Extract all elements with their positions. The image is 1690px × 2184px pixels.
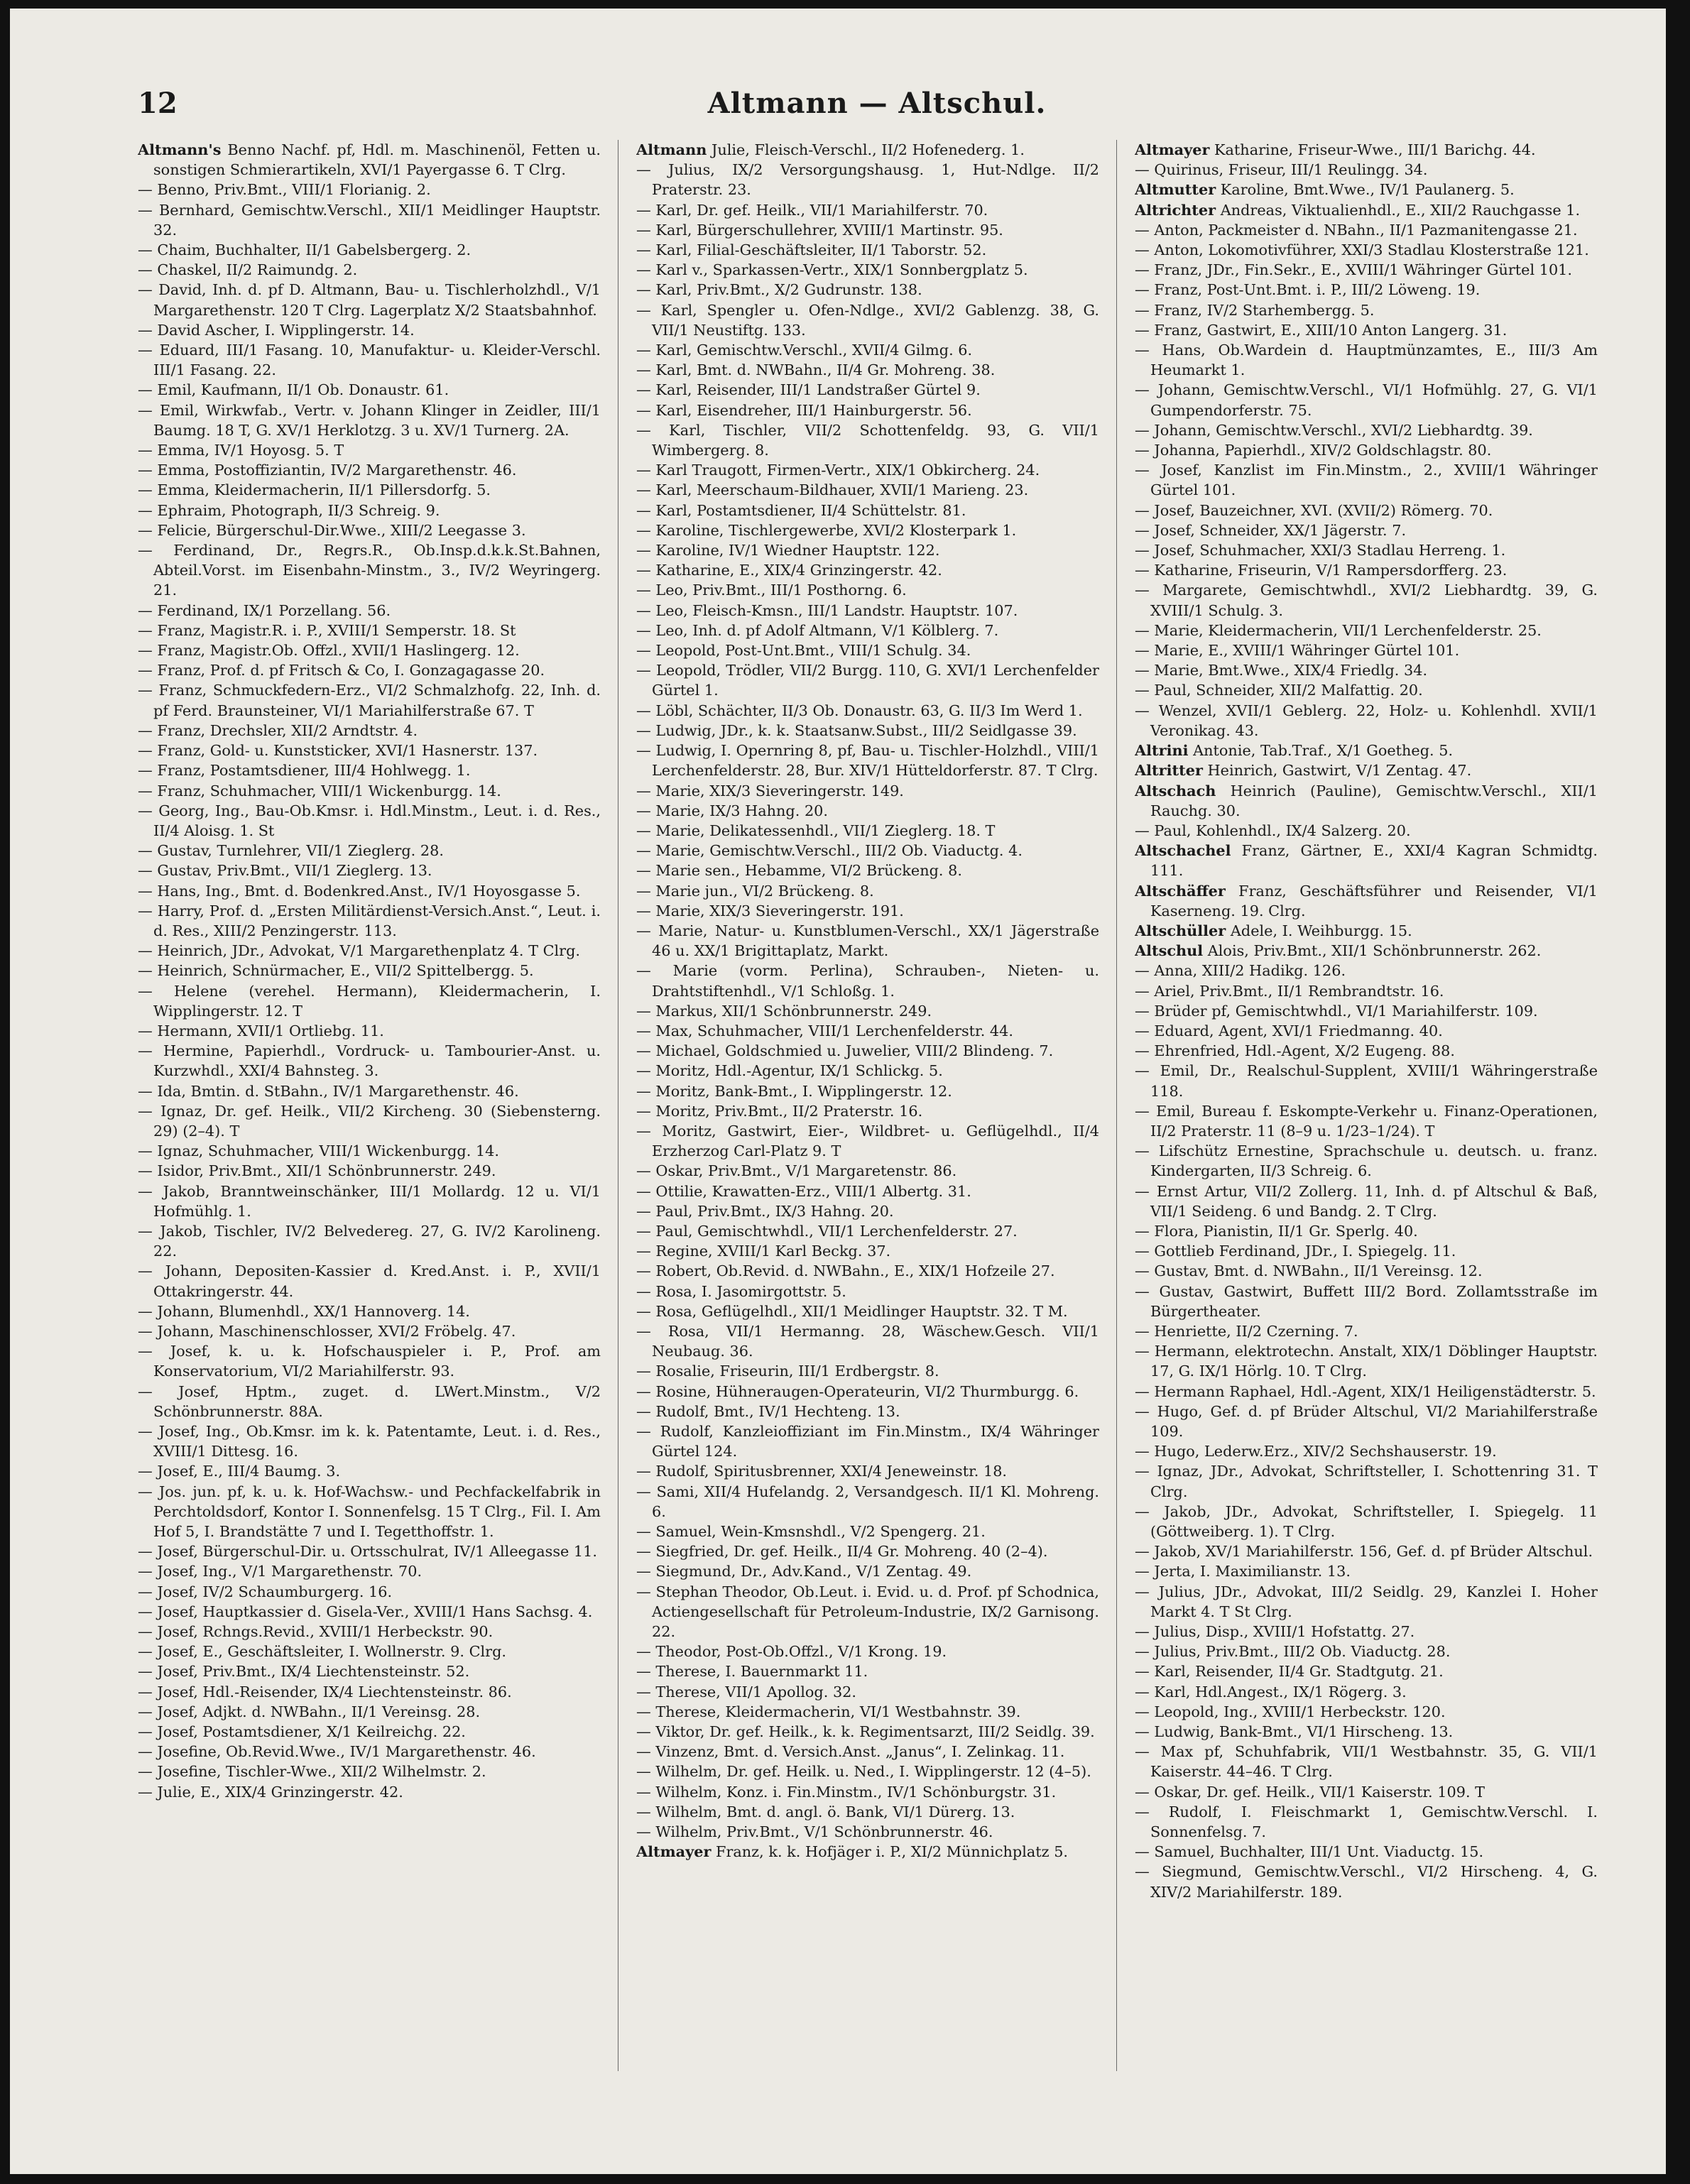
directory-entry: Altmann Julie, Fleisch-Verschl., II/2 Hofenederg. 1. <box>636 141 1025 158</box>
directory-entry: — Anton, Packmeister d. NBahn., II/1 Pazmanitengasse 21. <box>1135 221 1578 239</box>
directory-entry: — Jakob, Branntweinschänker, III/1 Mollardg. 12 u. VI/1 Hofmühlg. 1. <box>138 1182 601 1220</box>
directory-entry: — Samuel, Buchhalter, III/1 Unt. Viaductg. 15. <box>1135 1843 1484 1861</box>
directory-entry: — Karl, Priv.Bmt., X/2 Gudrunstr. 138. <box>636 281 922 299</box>
directory-entry: — Moritz, Priv.Bmt., II/2 Praterstr. 16. <box>636 1102 923 1120</box>
directory-entry: Altschach Heinrich (Pauline), Gemischtw.Verschl., XII/1 Rauchg. 30. <box>1135 781 1598 819</box>
directory-entry: — Oskar, Priv.Bmt., V/1 Margaretenstr. 86. <box>636 1162 957 1180</box>
directory-entry: — Margarete, Gemischtwhdl., XVI/2 Liebhardtg. 39, G. XVIII/1 Schulg. 3. <box>1135 582 1598 619</box>
directory-columns <box>138 140 1601 2071</box>
directory-entry: — Gottlieb Ferdinand, JDr., I. Spiegelg. 11. <box>1135 1243 1456 1260</box>
directory-entry: — Leopold, Trödler, VII/2 Burgg. 110, G. XVI/1 Lerchenfelder Gürtel 1. <box>636 662 1099 699</box>
column-divider <box>1116 140 1117 2071</box>
directory-entry: — Ludwig, I. Opernring 8, pf, Bau- u. Tischler-Holzhdl., VIII/1 Lerchenfelderstr. 28, Bur. XIV/1 Hütteldorferstr. 87. T Clrg. <box>636 742 1099 780</box>
directory-entry: — Moritz, Gastwirt, Eier-, Wildbret- u. Geflügelhdl., II/4 Erzherzog Carl-Platz 9. T <box>636 1122 1099 1160</box>
directory-entry: — Stephan Theodor, Ob.Leut. i. Evid. u. d. Prof. pf Schodnica, Actiengesellschaft für Petroleum-Industrie, IX/2 Garnisong. 22. <box>636 1583 1099 1641</box>
directory-entry: — Marie (vorm. Perlina), Schrauben-, Nieten- u. Drahtstiftenhdl., V/1 Schloßg. 1. <box>636 962 1099 1000</box>
directory-entry: — Josef, Hptm., zuget. d. LWert.Minstm., V/2 Schönbrunnerstr. 88A. <box>138 1382 601 1420</box>
directory-entry: — Josefine, Tischler-Wwe., XII/2 Wilhelmstr. 2. <box>138 1763 486 1781</box>
directory-entry: — Josef, Rchngs.Revid., XVIII/1 Herbeckstr. 90. <box>138 1623 494 1641</box>
directory-entry: — Julius, IX/2 Versorgungshausg. 1, Hut-Ndlge. II/2 Praterstr. 23. <box>636 161 1099 199</box>
directory-entry: — Therese, Kleidermacherin, VI/1 Westbahnstr. 39. <box>636 1703 1021 1720</box>
directory-entry: — Max pf, Schuhfabrik, VII/1 Westbahnstr. 35, G. VII/1 Kaiserstr. 44–46. T Clrg. <box>1135 1743 1598 1781</box>
directory-entry: Altritter Heinrich, Gastwirt, V/1 Zentag. 47. <box>1135 761 1472 780</box>
column-3 <box>1135 140 1598 2071</box>
page-number: 12 <box>138 87 178 120</box>
directory-entry: — Chaskel, II/2 Raimundg. 2. <box>138 261 358 279</box>
directory-entry: — Ernst Artur, VII/2 Zollerg. 11, Inh. d. pf Altschul & Baß, VII/1 Seideng. 6 und Bandg. 2. T Clrg. <box>1135 1182 1598 1220</box>
directory-entry: — Franz, Gold- u. Kunststicker, XVI/1 Hasnerstr. 137. <box>138 742 538 760</box>
directory-entry: — Karl, Tischler, VII/2 Schottenfeldg. 93, G. VII/1 Wimbergerg. 8. <box>636 421 1099 459</box>
directory-entry: — Marie sen., Hebamme, VI/2 Brückeng. 8. <box>636 862 962 880</box>
directory-entry: — Rosa, VII/1 Hermanng. 28, Wäschew.Gesch. VII/1 Neubaug. 36. <box>636 1322 1099 1360</box>
directory-entry: — Paul, Priv.Bmt., IX/3 Hahng. 20. <box>636 1202 894 1220</box>
directory-entry: — Helene (verehel. Hermann), Kleidermacherin, I. Wipplingerstr. 12. T <box>138 982 601 1020</box>
directory-entry: — Karoline, IV/1 Wiedner Hauptstr. 122. <box>636 542 940 559</box>
directory-entry: — Anna, XIII/2 Hadikg. 126. <box>1135 962 1346 980</box>
directory-entry: — Vinzenz, Bmt. d. Versich.Anst. „Janus“, I. Zelinkag. 11. <box>636 1743 1065 1761</box>
directory-entry: — Ferdinand, IX/1 Porzellang. 56. <box>138 601 391 619</box>
directory-entry: — Hugo, Gef. d. pf Brüder Altschul, VI/2 Mariahilferstraße 109. <box>1135 1402 1598 1440</box>
directory-entry: Altschachel Franz, Gärtner, E., XXI/4 Kagran Schmidtg. 111. <box>1135 841 1598 880</box>
directory-entry: — Julius, Disp., XVIII/1 Hofstattg. 27. <box>1135 1623 1415 1641</box>
directory-entry: — Josef, E., Geschäftsleiter, I. Wollnerstr. 9. Clrg. <box>138 1643 507 1661</box>
directory-entry: — Marie jun., VI/2 Brückeng. 8. <box>636 882 874 900</box>
directory-entry: — Felicie, Bürgerschul-Dir.Wwe., XIII/2 Leegasse 3. <box>138 521 526 539</box>
directory-entry: — Josef, Priv.Bmt., IX/4 Liechtensteinstr. 52. <box>138 1663 470 1681</box>
directory-entry: — Josef, Hdl.-Reisender, IX/4 Liechtensteinstr. 86. <box>138 1683 512 1700</box>
directory-entry: — Hugo, Lederw.Erz., XIV/2 Sechshauserstr. 19. <box>1135 1443 1497 1460</box>
directory-entry: — Gustav, Bmt. d. NWBahn., II/1 Vereinsg. 12. <box>1135 1262 1483 1280</box>
directory-entry: — Max, Schuhmacher, VIII/1 Lerchenfelderstr. 44. <box>636 1022 1013 1039</box>
directory-entry: — Sami, XII/4 Hufelandg. 2, Versandgesch. II/1 Kl. Mohreng. 6. <box>636 1483 1099 1520</box>
directory-entry: — Katharine, E., XIX/4 Grinzingerstr. 42. <box>636 562 942 579</box>
directory-entry: — Julie, E., XIX/4 Grinzingerstr. 42. <box>138 1783 403 1801</box>
directory-entry: — Gustav, Gastwirt, Buffett III/2 Bord. Zollamtsstraße im Bürgertheater. <box>1135 1282 1598 1320</box>
directory-entry: — Marie, Delikatessenhdl., VII/1 Zieglerg. 18. T <box>636 821 996 839</box>
directory-entry: — Johann, Gemischtw.Verschl., VI/1 Hofmühlg. 27, G. VI/1 Gumpendorferstr. 75. <box>1135 381 1598 419</box>
directory-entry: — Eduard, III/1 Fasang. 10, Manufaktur- u. Kleider-Verschl. III/1 Fasang. 22. <box>138 342 601 379</box>
directory-entry: — Heinrich, JDr., Advokat, V/1 Margarethenplatz 4. T Clrg. <box>138 942 581 960</box>
directory-entry: — Hermine, Papierhdl., Vordruck- u. Tambourier-Anst. u. Kurzwhdl., XXI/4 Bahnsteg. 3. <box>138 1042 601 1080</box>
directory-entry: — Emma, Kleidermacherin, II/1 Pillersdorfg. 5. <box>138 481 491 499</box>
directory-entry: — Hermann, XVII/1 Ortliebg. 11. <box>138 1022 384 1039</box>
directory-entry: — Leo, Fleisch-Kmsn., III/1 Landstr. Hauptstr. 107. <box>636 601 1018 619</box>
directory-entry: — Marie, Natur- u. Kunstblumen-Verschl., XX/1 Jägerstraße 46 u. XX/1 Brigittaplatz, Markt. <box>636 922 1099 960</box>
directory-entry: — Franz, Postamtsdiener, III/4 Hohlwegg. 1. <box>138 762 471 780</box>
directory-entry: — Josef, Postamtsdiener, X/1 Keilreichg. 22. <box>138 1723 466 1741</box>
directory-entry: — Rosa, I. Jasomirgottstr. 5. <box>636 1282 846 1300</box>
directory-entry: — Regine, XVIII/1 Karl Beckg. 37. <box>636 1243 891 1260</box>
directory-entry: — Therese, I. Bauernmarkt 11. <box>636 1663 868 1681</box>
directory-entry: — Bernhard, Gemischtw.Verschl., XII/1 Meidlinger Hauptstr. 32. <box>138 201 601 239</box>
directory-entry: — Rosalie, Friseurin, III/1 Erdbergstr. 8. <box>636 1363 939 1380</box>
directory-entry: — Robert, Ob.Revid. d. NWBahn., E., XIX/1 Hofzeile 27. <box>636 1262 1055 1280</box>
directory-entry: — Josef, Kanzlist im Fin.Minstm., 2., XVIII/1 Währinger Gürtel 101. <box>1135 462 1598 499</box>
directory-entry: — Johann, Maschinenschlosser, XVI/2 Fröbelg. 47. <box>138 1322 516 1340</box>
directory-entry: Altmann's Benno Nachf. pf, Hdl. m. Maschinenöl, Fetten u. sonstigen Schmierartikeln, XVI/1 Payergasse 6. T Clrg. <box>138 141 601 179</box>
directory-entry: — Moritz, Bank-Bmt., I. Wipplingerstr. 12. <box>636 1082 952 1100</box>
directory-entry: — Jakob, Tischler, IV/2 Belvedereg. 27, G. IV/2 Karolineng. 22. <box>138 1222 601 1260</box>
directory-entry: — Ignaz, JDr., Advokat, Schriftsteller, I. Schottenring 31. T Clrg. <box>1135 1463 1598 1500</box>
directory-entry: — Karl, Filial-Geschäftsleiter, II/1 Taborstr. 52. <box>636 241 987 259</box>
directory-entry: — Emil, Kaufmann, II/1 Ob. Donaustr. 61. <box>138 381 449 399</box>
directory-entry: — Marie, Gemischtw.Verschl., III/2 Ob. Viaductg. 4. <box>636 842 1023 860</box>
directory-entry: — Ludwig, JDr., k. k. Staatsanw.Subst., III/2 Seidlgasse 39. <box>636 721 1077 739</box>
directory-entry: — Emil, Wirkwfab., Vertr. v. Johann Klinger in Zeidler, III/1 Baumg. 18 T, G. XV/1 Herklotzg. 3 u. XV/1 Turnerg. 2A. <box>138 401 601 439</box>
directory-entry: — Isidor, Priv.Bmt., XII/1 Schönbrunnerstr. 249. <box>138 1162 496 1180</box>
directory-entry: — Marie, XIX/3 Sieveringerstr. 149. <box>636 782 904 799</box>
directory-entry: — Franz, Schuhmacher, VIII/1 Wickenburgg. 14. <box>138 782 501 799</box>
directory-entry: — Hans, Ing., Bmt. d. Bodenkred.Anst., IV/1 Hoyosgasse 5. <box>138 882 581 900</box>
directory-entry: — Emil, Dr., Realschul-Supplent, XVIII/1 Währingerstraße 118. <box>1135 1062 1598 1100</box>
directory-entry: — Wilhelm, Konz. i. Fin.Minstm., IV/1 Schönburgstr. 31. <box>636 1783 1057 1801</box>
directory-entry: — Löbl, Schächter, II/3 Ob. Donaustr. 63, G. II/3 Im Werd 1. <box>636 701 1083 719</box>
directory-entry: — Paul, Kohlenhdl., IX/4 Salzerg. 20. <box>1135 821 1411 839</box>
directory-entry: — Gustav, Turnlehrer, VII/1 Zieglerg. 28. <box>138 842 444 860</box>
directory-entry: — Karl Traugott, Firmen-Vertr., XIX/1 Obkircherg. 24. <box>636 462 1040 479</box>
directory-entry: Altschäffer Franz, Geschäftsführer und Reisender, VI/1 Kaserneng. 19. Clrg. <box>1135 881 1598 919</box>
directory-entry: — Josef, IV/2 Schaumburgerg. 16. <box>138 1583 393 1600</box>
directory-entry: — Paul, Gemischtwhdl., VII/1 Lerchenfelderstr. 27. <box>636 1222 1018 1240</box>
directory-entry: Altrini Antonie, Tab.Traf., X/1 Goetheg. 5. <box>1135 741 1454 760</box>
directory-entry: — Karl, Meerschaum-Bildhauer, XVII/1 Marieng. 23. <box>636 481 1029 499</box>
column-1 <box>138 140 601 2071</box>
directory-entry: — Franz, Prof. d. pf Fritsch & Co, I. Gonzagagasse 20. <box>138 662 545 679</box>
directory-entry: — Wilhelm, Priv.Bmt., V/1 Schönbrunnerstr. 46. <box>636 1823 993 1841</box>
directory-entry: — Josefine, Ob.Revid.Wwe., IV/1 Margarethenstr. 46. <box>138 1743 536 1761</box>
directory-entry: Altmutter Karoline, Bmt.Wwe., IV/1 Paulanerg. 5. <box>1135 180 1515 199</box>
directory-entry: Altrichter Andreas, Viktualienhdl., E., XII/2 Rauchgasse 1. <box>1135 200 1581 219</box>
directory-entry: — Hermann Raphael, Hdl.-Agent, XIX/1 Heiligenstädterstr. 5. <box>1135 1382 1596 1400</box>
directory-entry: — Wilhelm, Dr. gef. Heilk. u. Ned., I. Wipplingerstr. 12 (4–5). <box>636 1763 1091 1781</box>
directory-entry: — Ephraim, Photograph, II/3 Schreig. 9. <box>138 501 440 519</box>
directory-entry: — Paul, Schneider, XII/2 Malfattig. 20. <box>1135 682 1423 699</box>
directory-entry: — Rudolf, Spiritusbrenner, XXI/4 Jeneweinstr. 18. <box>636 1463 1008 1480</box>
directory-entry: — Jerta, I. Maximilianstr. 13. <box>1135 1563 1351 1580</box>
directory-entry: — Henriette, II/2 Czerning. 7. <box>1135 1322 1358 1340</box>
directory-entry: — Karl, Bürgerschullehrer, XVIII/1 Martinstr. 95. <box>636 221 1003 239</box>
directory-entry: — Franz, Schmuckfedern-Erz., VI/2 Schmalzhofg. 22, Inh. d. pf Ferd. Braunsteiner, VI/1 Mariahilferstraße 67. T <box>138 682 601 719</box>
directory-entry: — Anton, Lokomotivführer, XXI/3 Stadlau Klosterstraße 121. <box>1135 241 1589 259</box>
directory-entry: Altschüller Adele, I. Weihburgg. 15. <box>1135 921 1412 939</box>
directory-entry: — Karl, Gemischtw.Verschl., XVII/4 Gilmg. 6. <box>636 342 973 359</box>
directory-entry: — Rudolf, Kanzleioffiziant im Fin.Minstm., IX/4 Währinger Gürtel 124. <box>636 1423 1099 1460</box>
directory-entry: — Emil, Bureau f. Eskompte-Verkehr u. Finanz-Operationen, II/2 Praterstr. 11 (8–9 u. 1/23–1/24). T <box>1135 1102 1598 1140</box>
directory-entry: — Samuel, Wein-Kmsnshdl., V/2 Spengerg. 21. <box>636 1523 986 1541</box>
directory-entry: — Eduard, Agent, XVI/1 Friedmanng. 40. <box>1135 1022 1443 1039</box>
directory-entry: — Franz, JDr., Fin.Sekr., E., XVIII/1 Währinger Gürtel 101. <box>1135 261 1573 279</box>
directory-entry: — Franz, Gastwirt, E., XIII/10 Anton Langerg. 31. <box>1135 321 1508 339</box>
directory-entry: — Ludwig, Bank-Bmt., VI/1 Hirscheng. 13. <box>1135 1723 1454 1741</box>
directory-entry: — Therese, VII/1 Apollog. 32. <box>636 1683 857 1700</box>
directory-entry: — Josef, Schneider, XX/1 Jägerstr. 7. <box>1135 521 1407 539</box>
directory-entry: — Oskar, Dr. gef. Heilk., VII/1 Kaiserstr. 109. T <box>1135 1783 1485 1801</box>
directory-entry: — Johanna, Papierhdl., XIV/2 Goldschlagstr. 80. <box>1135 442 1492 459</box>
directory-entry: — Karl, Eisendreher, III/1 Hainburgerstr. 56. <box>636 401 972 419</box>
directory-entry: — Marie, Bmt.Wwe., XIX/4 Friedlg. 34. <box>1135 662 1428 679</box>
directory-page <box>10 9 1666 2174</box>
directory-entry: Altmayer Katharine, Friseur-Wwe., III/1 Barichg. 44. <box>1135 141 1536 158</box>
directory-entry: — Karoline, Tischlergewerbe, XVI/2 Klosterpark 1. <box>636 521 1017 539</box>
directory-entry: — Wenzel, XVII/1 Geblerg. 22, Holz- u. Kohlenhdl. XVII/1 Veronikag. 43. <box>1135 701 1598 739</box>
directory-entry: Altmayer Franz, k. k. Hofjäger i. P., XI/2 Münnichplatz 5. <box>636 1842 1069 1861</box>
directory-entry: — Marie, XIX/3 Sieveringerstr. 191. <box>636 902 904 919</box>
directory-entry: — Wilhelm, Bmt. d. angl. ö. Bank, VI/1 Dürerg. 13. <box>636 1803 1015 1820</box>
directory-entry: — Markus, XII/1 Schönbrunnerstr. 249. <box>636 1002 932 1020</box>
directory-entry: — Jakob, JDr., Advokat, Schriftsteller, I. Spiegelg. 11 (Göttweiberg. 1). T Clrg. <box>1135 1502 1598 1541</box>
directory-entry: — Karl, Reisender, III/1 Landstraßer Gürtel 9. <box>636 381 981 399</box>
directory-entry: — Katharine, Friseurin, V/1 Rampersdorfferg. 23. <box>1135 562 1508 579</box>
directory-entry: — Josef, E., III/4 Baumg. 3. <box>138 1463 341 1480</box>
directory-entry: — Gustav, Priv.Bmt., VII/1 Zieglerg. 13. <box>138 862 432 880</box>
directory-entry: — Karl, Hdl.Angest., IX/1 Rögerg. 3. <box>1135 1683 1407 1700</box>
page-header <box>138 87 1616 129</box>
directory-entry: — Franz, Drechsler, XII/2 Arndtstr. 4. <box>138 721 418 739</box>
directory-entry: — Josef, Bürgerschul-Dir. u. Ortsschulrat, IV/1 Alleegasse 11. <box>138 1543 597 1561</box>
directory-entry: — Franz, Magistr.R. i. P., XVIII/1 Semperstr. 18. St <box>138 621 516 639</box>
directory-entry: — Siegfried, Dr. gef. Heilk., II/4 Gr. Mohreng. 40 (2–4). <box>636 1543 1048 1561</box>
directory-entry: — Karl, Spengler u. Ofen-Ndlge., XVI/2 Gablenzg. 38, G. VII/1 Neustiftg. 133. <box>636 301 1099 339</box>
directory-entry: — Karl, Dr. gef. Heilk., VII/1 Mariahilferstr. 70. <box>636 201 988 219</box>
directory-entry: — Ottilie, Krawatten-Erz., VIII/1 Albertg. 31. <box>636 1182 971 1200</box>
directory-entry: — Karl, Bmt. d. NWBahn., II/4 Gr. Mohreng. 38. <box>636 361 996 379</box>
directory-entry: — Leopold, Ing., XVIII/1 Herbeckstr. 120. <box>1135 1703 1446 1720</box>
directory-entry: — Leopold, Post-Unt.Bmt., VIII/1 Schulg. 34. <box>636 642 971 660</box>
directory-entry: — Hermann, elektrotechn. Anstalt, XIX/1 Döblinger Hauptstr. 17, G. IX/1 Hörlg. 10. T Clrg. <box>1135 1343 1598 1380</box>
directory-entry: — Johann, Blumenhdl., XX/1 Hannoverg. 14. <box>138 1302 470 1320</box>
directory-entry: — Ariel, Priv.Bmt., II/1 Rembrandtstr. 16. <box>1135 982 1444 1000</box>
directory-entry: — Marie, E., XVIII/1 Währinger Gürtel 101. <box>1135 642 1460 660</box>
directory-entry: — Theodor, Post-Ob.Offzl., V/1 Krong. 19. <box>636 1643 947 1661</box>
directory-entry: — Josef, Ing., V/1 Margarethenstr. 70. <box>138 1563 422 1580</box>
directory-entry: — Josef, Adjkt. d. NWBahn., II/1 Vereinsg. 28. <box>138 1703 481 1720</box>
directory-entry: — Johann, Gemischtw.Verschl., XVI/2 Liebhardtg. 39. <box>1135 421 1533 439</box>
directory-entry: — Moritz, Hdl.-Agentur, IX/1 Schlickg. 5. <box>636 1062 943 1080</box>
directory-entry: — Leo, Inh. d. pf Adolf Altmann, V/1 Kölblerg. 7. <box>636 621 999 639</box>
directory-entry: — Karl v., Sparkassen-Vertr., XIX/1 Sonnbergplatz 5. <box>636 261 1028 279</box>
directory-entry: — Siegmund, Gemischtw.Verschl., VI/2 Hirscheng. 4, G. XIV/2 Mariahilferstr. 189. <box>1135 1863 1598 1901</box>
directory-entry: — Julius, JDr., Advokat, III/2 Seidlg. 29, Kanzlei I. Hoher Markt 4. T St Clrg. <box>1135 1583 1598 1620</box>
directory-entry: — Josef, Bauzeichner, XVI. (XVII/2) Römerg. 70. <box>1135 501 1493 519</box>
directory-entry: — Flora, Pianistin, II/1 Gr. Sperlg. 40. <box>1135 1222 1418 1240</box>
directory-entry: — Jos. jun. pf, k. u. k. Hof-Wachsw.- und Pechfackelfabrik in Perchtoldsdorf, Kontor I. Sonnenfelsg. 15 T Clrg., Fil. I. Am Hof 5, I. Brandstätte 7 und I. Tegetthoffstr. 1. <box>138 1483 601 1541</box>
directory-entry: — Karl, Postamtsdiener, II/4 Schüttelstr. 81. <box>636 501 966 519</box>
directory-entry: — Emma, Postoffiziantin, IV/2 Margarethenstr. 46. <box>138 462 517 479</box>
directory-entry: — Johann, Depositen-Kassier d. Kred.Anst. i. P., XVII/1 Ottakringerstr. 44. <box>138 1262 601 1300</box>
running-head: Altmann — Altschul. <box>707 87 1047 120</box>
directory-entry: — Hans, Ob.Wardein d. Hauptmünzamtes, E., III/3 Am Heumarkt 1. <box>1135 342 1598 379</box>
directory-entry: — Leo, Priv.Bmt., III/1 Posthorng. 6. <box>636 582 907 599</box>
directory-entry: — Ignaz, Dr. gef. Heilk., VII/2 Kircheng. 30 (Siebensterng. 29) (2–4). T <box>138 1102 601 1140</box>
directory-entry: — Ida, Bmtin. d. StBahn., IV/1 Margarethenstr. 46. <box>138 1082 519 1100</box>
directory-entry: — Georg, Ing., Bau-Ob.Kmsr. i. Hdl.Minstm., Leut. i. d. Res., II/4 Aloisg. 1. St <box>138 802 601 839</box>
directory-entry: — Harry, Prof. d. „Ersten Militärdienst-Versich.Anst.“, Leut. i. d. Res., XIII/2 Penzingerstr. 113. <box>138 902 601 939</box>
directory-entry: — Josef, Ing., Ob.Kmsr. im k. k. Patentamte, Leut. i. d. Res., XVIII/1 Dittesg. 16. <box>138 1423 601 1460</box>
directory-entry: — Franz, Magistr.Ob. Offzl., XVII/1 Haslingerg. 12. <box>138 642 520 660</box>
directory-entry: — Franz, Post-Unt.Bmt. i. P., III/2 Löweng. 19. <box>1135 281 1481 299</box>
directory-entry: — Karl, Reisender, II/4 Gr. Stadtgutg. 21. <box>1135 1663 1444 1681</box>
directory-entry: — Ferdinand, Dr., Regrs.R., Ob.Insp.d.k.k.St.Bahnen, Abteil.Vorst. im Eisenbahn-Minstm., 3., IV/2 Weyringerg. 21. <box>138 542 601 599</box>
directory-entry: — Rudolf, I. Fleischmarkt 1, Gemischtw.Verschl. I. Sonnenfelsg. 7. <box>1135 1803 1598 1841</box>
directory-entry: — Chaim, Buchhalter, II/1 Gabelsbergerg. 2. <box>138 241 471 259</box>
directory-entry: — Siegmund, Dr., Adv.Kand., V/1 Zentag. 49. <box>636 1563 972 1580</box>
directory-entry: — Lifschütz Ernestine, Sprachschule u. deutsch. u. franz. Kindergarten, II/3 Schreig. 6. <box>1135 1142 1598 1180</box>
directory-entry: — Marie, Kleidermacherin, VII/1 Lerchenfelderstr. 25. <box>1135 621 1542 639</box>
directory-entry: — David Ascher, I. Wipplingerstr. 14. <box>138 321 415 339</box>
directory-entry: — Rosine, Hühneraugen-Operateurin, VI/2 Thurmburgg. 6. <box>636 1382 1079 1400</box>
directory-entry: — Brüder pf, Gemischtwhdl., VI/1 Mariahilferstr. 109. <box>1135 1002 1538 1020</box>
directory-entry: — Josef, Schuhmacher, XXI/3 Stadlau Herreng. 1. <box>1135 542 1506 559</box>
directory-entry: — Ignaz, Schuhmacher, VIII/1 Wickenburgg. 14. <box>138 1142 500 1160</box>
directory-entry: — Benno, Priv.Bmt., VIII/1 Florianig. 2. <box>138 181 431 199</box>
directory-entry: — David, Inh. d. pf D. Altmann, Bau- u. Tischlerholzhdl., V/1 Margarethenstr. 120 T Clrg. Lagerplatz X/2 Staatsbahnhof. <box>138 281 601 319</box>
directory-entry: — Julius, Priv.Bmt., III/2 Ob. Viaductg. 28. <box>1135 1643 1451 1661</box>
directory-entry: — Josef, Hauptkassier d. Gisela-Ver., XVIII/1 Hans Sachsg. 4. <box>138 1602 593 1620</box>
directory-entry: Altschul Alois, Priv.Bmt., XII/1 Schönbrunnerstr. 262. <box>1135 941 1542 960</box>
directory-entry: — Emma, IV/1 Hoyosg. 5. T <box>138 442 344 459</box>
directory-entry: — Rudolf, Bmt., IV/1 Hechteng. 13. <box>636 1402 900 1420</box>
directory-entry: — Josef, k. u. k. Hofschauspieler i. P., Prof. am Konservatorium, VI/2 Mariahilferstr. 93. <box>138 1343 601 1380</box>
directory-entry: — Franz, IV/2 Starhembergg. 5. <box>1135 301 1375 319</box>
directory-entry: — Marie, IX/3 Hahng. 20. <box>636 802 829 819</box>
directory-entry: — Jakob, XV/1 Mariahilferstr. 156, Gef. d. pf Brüder Altschul. <box>1135 1543 1593 1561</box>
directory-entry: — Quirinus, Friseur, III/1 Reulingg. 34. <box>1135 161 1428 179</box>
directory-entry: — Michael, Goldschmied u. Juwelier, VIII/2 Blindeng. 7. <box>636 1042 1054 1060</box>
directory-entry: — Viktor, Dr. gef. Heilk., k. k. Regimentsarzt, III/2 Seidlg. 39. <box>636 1723 1095 1741</box>
directory-entry: — Ehrenfried, Hdl.-Agent, X/2 Eugeng. 88. <box>1135 1042 1455 1060</box>
directory-entry: — Heinrich, Schnürmacher, E., VII/2 Spittelbergg. 5. <box>138 962 534 980</box>
column-2 <box>636 140 1099 2071</box>
directory-entry: — Rosa, Geflügelhdl., XII/1 Meidlinger Hauptstr. 32. T M. <box>636 1302 1068 1320</box>
